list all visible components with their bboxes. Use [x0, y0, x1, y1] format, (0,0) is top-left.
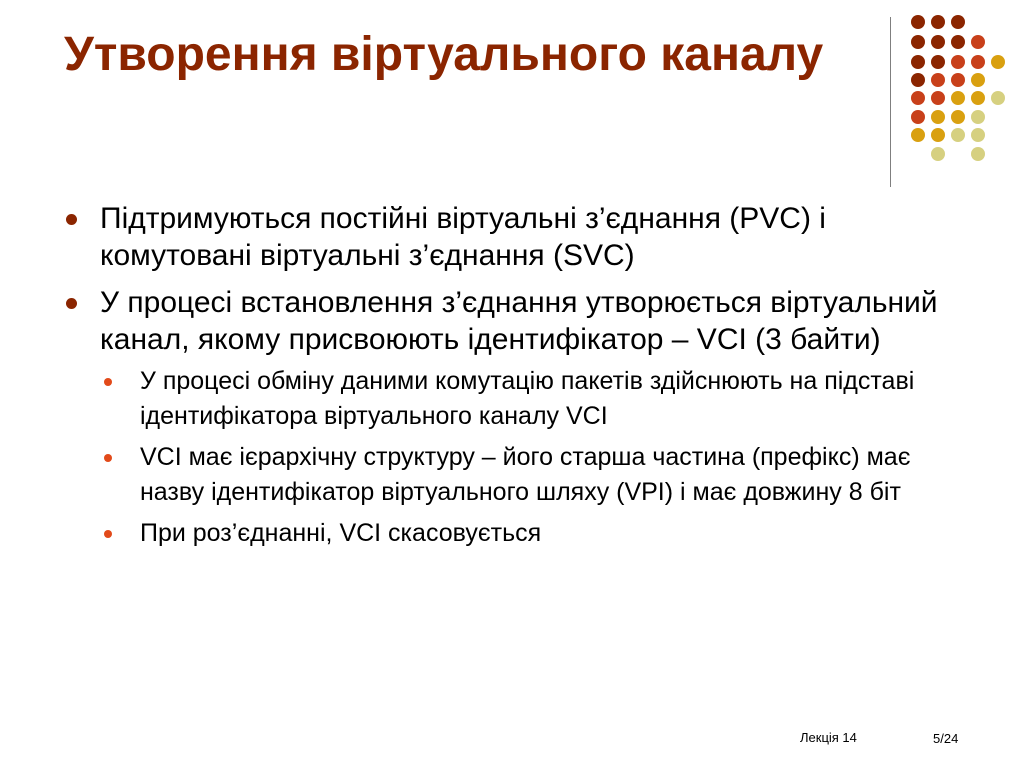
decorative-dot — [971, 128, 985, 142]
decorative-dot — [991, 55, 1005, 69]
decorative-dot — [931, 35, 945, 49]
decorative-dot — [951, 110, 965, 124]
decorative-dot — [931, 15, 945, 29]
sub-bullet-dot-icon — [104, 378, 112, 386]
decorative-dot — [951, 73, 965, 87]
decorative-dot — [951, 35, 965, 49]
bullet-text: У процесі встановлення з’єднання утворюється віртуальний канал, якому присвоюють ідентифікатор – VCI (3 байти) — [100, 286, 938, 356]
decorative-dot — [931, 91, 945, 105]
sub-bullet-text: При роз’єднанні, VCI скасовується — [140, 519, 542, 547]
decorative-dot — [911, 110, 925, 124]
sub-bullet-item — [100, 364, 964, 434]
bullet-list — [64, 200, 964, 551]
decorative-dot — [911, 15, 925, 29]
decorative-dot-grid — [0, 0, 1024, 200]
decorative-dot — [911, 128, 925, 142]
sub-bullet-text: У процесі обміну даними комутацію пакетів здійснюють на підставі ідентифікатора віртуального каналу VCI — [140, 367, 915, 430]
decorative-dot — [911, 55, 925, 69]
decorative-dot — [971, 110, 985, 124]
decorative-dot — [931, 110, 945, 124]
sub-bullet-text: VCI має ієрархічну структуру – його старша частина (префікс) має назву ідентифікатор віртуального шляху (VPI) і має довжину 8 біт — [140, 443, 911, 506]
decorative-dot — [971, 91, 985, 105]
decorative-dot — [931, 128, 945, 142]
decorative-dot — [951, 91, 965, 105]
decorative-dot — [971, 147, 985, 161]
bullet-dot-icon — [66, 214, 77, 225]
sub-bullet-item — [100, 440, 964, 510]
sub-bullet-dot-icon — [104, 454, 112, 462]
decorative-dot — [951, 55, 965, 69]
footer-lecture-label: Лекція 14 — [800, 730, 857, 745]
decorative-dot — [971, 35, 985, 49]
bullet-text: Підтримуються постійні віртуальні з’єднання (PVC) і комутовані віртуальні з’єднання (SVC) — [100, 202, 826, 272]
decorative-dot — [971, 55, 985, 69]
footer-page-number: 5/24 — [933, 731, 959, 746]
decorative-dot — [931, 73, 945, 87]
bullet-item — [64, 200, 964, 274]
decorative-dot — [951, 15, 965, 29]
decorative-dot — [911, 73, 925, 87]
decorative-dot — [991, 91, 1005, 105]
decorative-dot — [931, 55, 945, 69]
slide-title: Утворення віртуального каналу — [64, 28, 824, 81]
sub-bullet-dot-icon — [104, 530, 112, 538]
slide-content — [64, 200, 964, 561]
bullet-dot-icon — [66, 298, 77, 309]
decorative-dot — [931, 147, 945, 161]
decorative-dot — [911, 91, 925, 105]
decorative-dot — [911, 35, 925, 49]
sub-bullet-item — [100, 516, 964, 551]
bullet-item — [64, 284, 964, 551]
decorative-dot — [951, 128, 965, 142]
decorative-dot — [971, 73, 985, 87]
sub-bullet-list — [100, 364, 964, 551]
